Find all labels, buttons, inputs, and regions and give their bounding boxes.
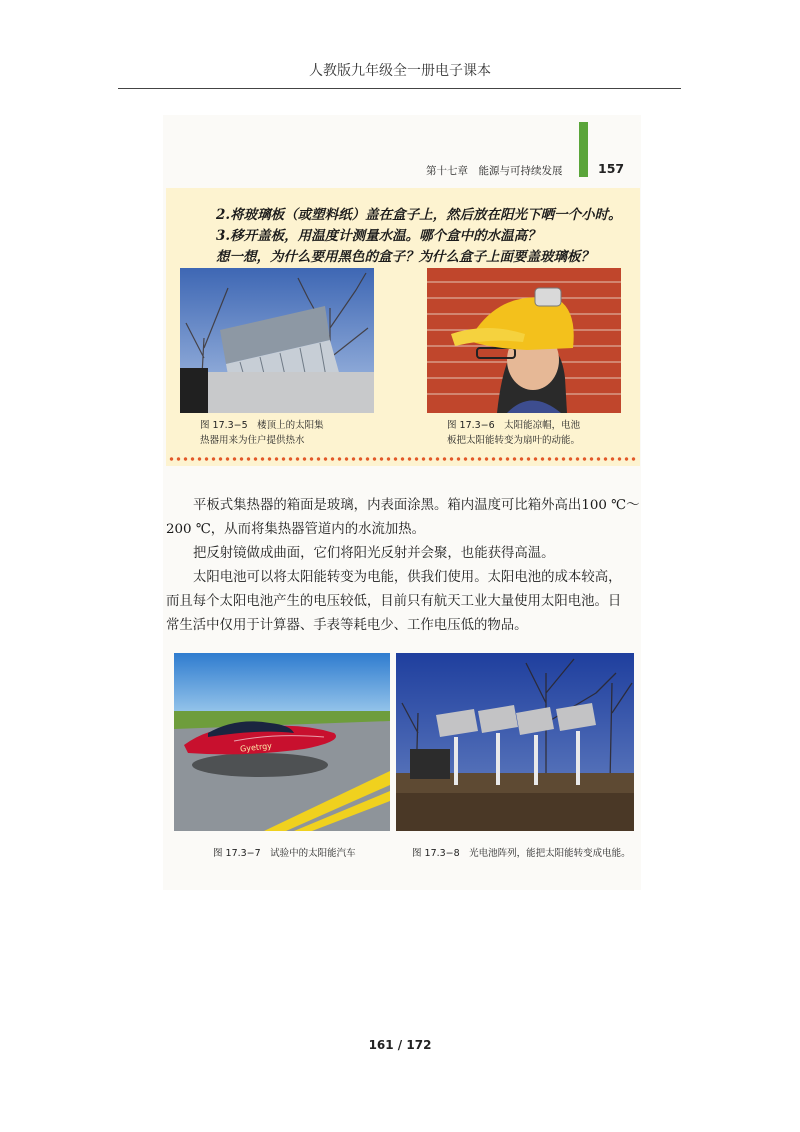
header-divider bbox=[118, 88, 681, 89]
body-paragraph: 太阳电池可以将太阳能转变为电能，供我们使用。太阳电池的成本较高， bbox=[193, 570, 622, 585]
document-header-title: 人教版九年级全一册电子课本 bbox=[309, 63, 491, 79]
figure-solar-collector-photo bbox=[180, 268, 374, 413]
footer-pagination: 161 / 172 bbox=[368, 1038, 432, 1052]
body-paragraph: 200 ℃，从而将集热器管道内的水流加热。 bbox=[166, 522, 426, 537]
figure-solar-car-photo bbox=[174, 653, 390, 831]
body-paragraph: 把反射镜做成曲面，它们将阳光反射并会聚，也能获得高温。 bbox=[193, 546, 555, 561]
caption-line: 板把太阳能转变为扇叶的动能。 bbox=[447, 435, 581, 446]
caption-line: 图 17.3−6 太阳能凉帽，电池 bbox=[447, 420, 581, 431]
dotted-divider bbox=[168, 457, 638, 461]
body-paragraph: 常生活中仅用于计算器、手表等耗电少、工作电压低的物品。 bbox=[166, 618, 528, 633]
figure-solar-hat-photo bbox=[427, 268, 621, 413]
figure-17-3-5-caption bbox=[200, 418, 324, 448]
body-text bbox=[166, 494, 640, 638]
instruction-question: 想一想，为什么要用黑色的盒子？为什么盒子上面要盖玻璃板？ bbox=[216, 249, 594, 265]
instruction-step-3: 3.移开盖板，用温度计测量水温。哪个盒中的水温高？ bbox=[216, 228, 541, 244]
chapter-title: 第十七章 能源与可持续发展 bbox=[426, 165, 563, 177]
book-page-number: 157 bbox=[598, 161, 625, 176]
figure-17-3-6-caption bbox=[447, 418, 580, 448]
caption-line: 图 17.3−5 楼顶上的太阳集 bbox=[200, 420, 324, 431]
figure-solar-array-photo bbox=[396, 653, 634, 831]
figure-17-3-8-caption: 图 17.3−8 光电池阵列，能把太阳能转变成电能。 bbox=[412, 848, 631, 859]
caption-line: 热器用来为住户提供热水 bbox=[200, 435, 305, 446]
figure-17-3-7-caption: 图 17.3−7 试验中的太阳能汽车 bbox=[213, 848, 356, 859]
instruction-step-2: 2.将玻璃板（或塑料纸）盖在盒子上，然后放在阳光下晒一个小时。 bbox=[216, 207, 622, 223]
body-paragraph: 平板式集热器的箱面是玻璃，内表面涂黑。箱内温度可比箱外高出100 ℃～ bbox=[193, 498, 640, 513]
body-paragraph: 而且每个太阳电池产生的电压较低，目前只有航天工业大量使用太阳电池。日 bbox=[166, 594, 622, 609]
chapter-accent-bar bbox=[579, 122, 588, 177]
car-logo-text: Gyetrgy bbox=[239, 741, 273, 754]
